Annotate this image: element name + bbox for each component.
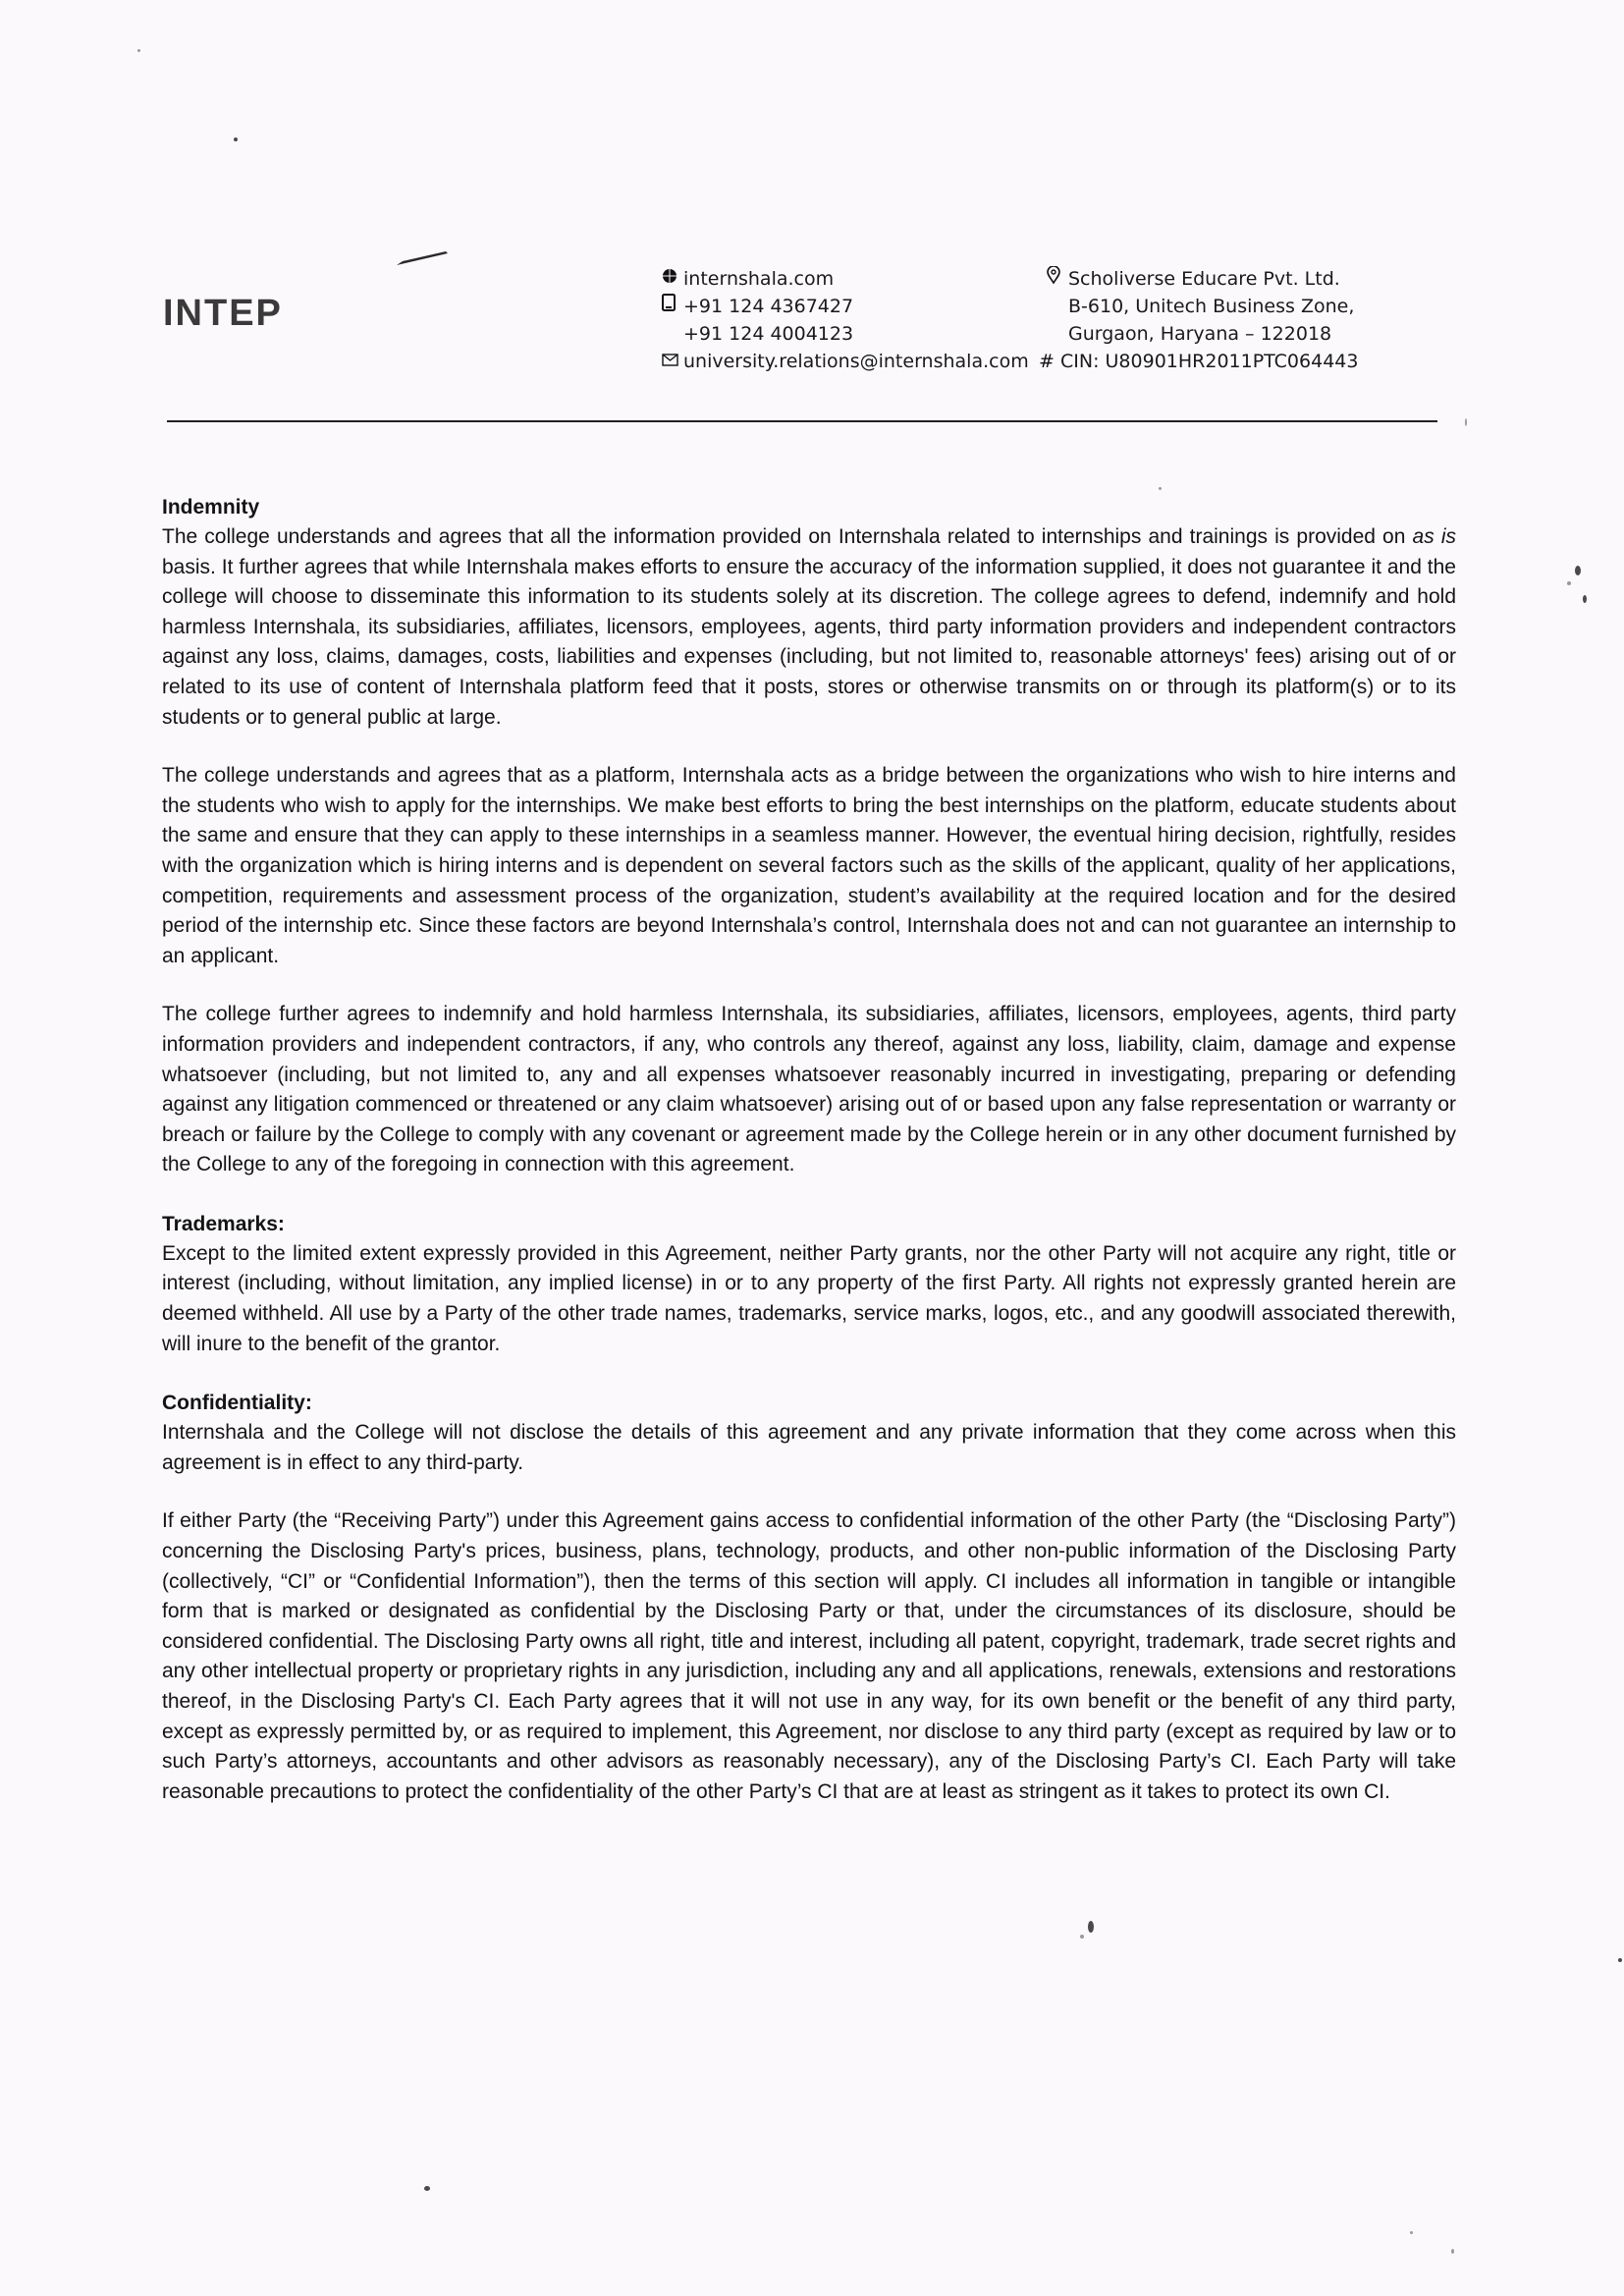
indemnity-p1-text-start: The college understands and agrees that all the information provided on Internshala related to internships and trainings is provided on — [162, 525, 1413, 548]
address-text-1: B-610, Unitech Business Zone, — [1068, 296, 1355, 317]
indemnity-paragraph-1 — [162, 522, 1456, 733]
section-heading-trademarks: Trademarks: — [162, 1212, 285, 1235]
scan-speck — [1410, 2231, 1413, 2234]
location-pin-icon — [1047, 265, 1068, 293]
scan-speck — [1159, 487, 1162, 490]
confidentiality-paragraph-2: If either Party (the “Receiving Party”) under this Agreement gains access to confidential information of the other Party (the “Disclosing Party”) concerning the Disclosing Party's prices, business, plans, technology, products, and other non-public information of the Disclosing Party (collectively, “CI” or “Confidential Information”), then the terms of this section will apply. CI includes all information in tangible or intangible form that is marked or designated as confidential by the Disclosing Party or that, under the circumstances of its disclosure, should be considered confidential. The Disclosing Party owns all right, title and interest, including all patent, copyright, trademark, trade secret rights and any other intellectual property or proprietary rights in any jurisdiction, including any and all applications, renewals, extensions and restorations thereof, in the Disclosing Party's CI. Each Party agrees that it will not use in any way, for its own benefit or the benefit of any third party, except as expressly permitted by, or as required to implement, this Agreement, nor disclose to any third party (except as required by law or to such Party’s attorneys, accountants and other advisors as reasonably necessary), any of the Disclosing Party’s CI. Each Party will take reasonable precautions to protect the confidentiality of the other Party’s CI that are at least as stringent as it takes to protect its own CI. — [162, 1509, 1456, 1803]
section-heading-indemnity: Indemnity — [162, 496, 260, 519]
globe-icon — [662, 265, 683, 293]
indemnity-paragraph-3: The college further agrees to indemnify and hold harmless Internshala, its subsidiaries, affiliates, licensors, employees, agents, third party information providers and independent contractors, if any, who controls any thereof, against any loss, liability, claim, damage and expense whatsoever (including, but not limited to, any and all expenses whatsoever reasonably incurred in investigating, preparing or defending against any litigation commenced or threatened or any claim whatsoever) arising out of or based upon any false representation or warranty or breach or failure by the College to comply with any covenant or agreement made by the College herein or in any other document furnished by the College to any of the foregoing in connection with this agreement. — [162, 1003, 1456, 1176]
phone-line-1 — [662, 293, 1029, 320]
website-link[interactable]: internshala.com — [683, 268, 835, 290]
scan-speck — [424, 2186, 430, 2191]
scan-speck — [1618, 1958, 1622, 1962]
address-block — [1039, 265, 1359, 375]
hash-icon: # — [1039, 351, 1055, 372]
cin-number: CIN: U80901HR2011PTC064443 — [1060, 351, 1359, 372]
indemnity-p1-italic: as is — [1412, 525, 1457, 548]
confidentiality-paragraph-1: Internshala and the College will not disclose the details of this agreement and any private information that they come across when this agreement is in effect to any third-party. — [162, 1421, 1456, 1474]
email-line — [662, 348, 1029, 375]
cin-line — [1039, 348, 1359, 375]
company-name: Scholiverse Educare Pvt. Ltd. — [1068, 268, 1340, 290]
scan-speck — [1451, 2249, 1454, 2254]
phone-icon — [662, 293, 683, 320]
website-line — [662, 265, 1029, 293]
logo-mark-icon — [397, 251, 448, 267]
phone-line-2 — [662, 320, 1029, 348]
section-heading-confidentiality: Confidentiality: — [162, 1392, 312, 1415]
scan-speck — [1088, 1921, 1094, 1933]
company-name-line — [1047, 265, 1358, 293]
envelope-icon — [662, 348, 683, 375]
document-body — [162, 493, 1456, 1807]
email-link[interactable]: university.relations@internshala.com — [683, 351, 1029, 372]
scan-speck — [137, 49, 140, 52]
scan-speck — [1080, 1935, 1084, 1939]
indemnity-p1-text-end: basis. It further agrees that while Internshala makes efforts to ensure the accuracy of the information supplied, it does not guarantee it and the college will choose to disseminate this information to its students solely at its discretion. The college agrees to defend, indemnify and hold harmless Internshala, its subsidiaries, affiliates, licensors, employees, agents, third party information providers and independent contractors against any loss, claims, damages, costs, liabilities and expenses (including, but not limited to, reasonable attorneys' fees) arising out of or related to its use of content of Internshala platform feed that it posts, stores or otherwise transmits on or through its platform(s) or to its students or to general public at large. — [162, 555, 1456, 729]
phone-number-2: +91 124 4004123 — [683, 323, 854, 345]
scan-speck — [234, 137, 238, 141]
address-text-2: Gurgaon, Haryana – 122018 — [1068, 323, 1332, 345]
scan-speck — [1583, 595, 1587, 603]
scan-speck — [1567, 581, 1571, 585]
scan-speck — [1465, 418, 1467, 426]
header-divider — [167, 420, 1437, 422]
address-line-1 — [1047, 293, 1358, 320]
phone-number-1: +91 124 4367427 — [683, 296, 854, 317]
contact-block — [662, 265, 1029, 375]
trademarks-paragraph: Except to the limited extent expressly provided in this Agreement, neither Party grants, nor the other Party will not acquire any right, title or interest (including, without limitation, any implied license) in or to any property of the first Party. All rights not expressly granted herein are deemed withheld. All use by a Party of the other trade names, trademarks, service marks, logos, etc., and any goodwill associated therewith, will inure to the benefit of the grantor. — [162, 1241, 1456, 1355]
scan-speck — [1575, 566, 1581, 575]
address-line-2 — [1047, 320, 1358, 348]
indemnity-paragraph-2: The college understands and agrees that as a platform, Internshala acts as a bridge between the organizations who wish to hire interns and the students who wish to apply for the internships. We make best efforts to bring the best internships on the platform, educate students about the same and ensure that they can apply to these internships in a seamless manner. However, the eventual hiring decision, rightfully, resides with the organization which is hiring interns and is dependent on several factors such as the skills of the applicant, quality of her applications, competition, requirements and assessment process of the organization, student’s availability at the required location and for the desired period of the internship etc. Since these factors are beyond Internshala’s control, Internshala does not and can not guarantee an internship to an applicant. — [162, 764, 1456, 967]
company-logo: INTEP — [163, 293, 283, 334]
